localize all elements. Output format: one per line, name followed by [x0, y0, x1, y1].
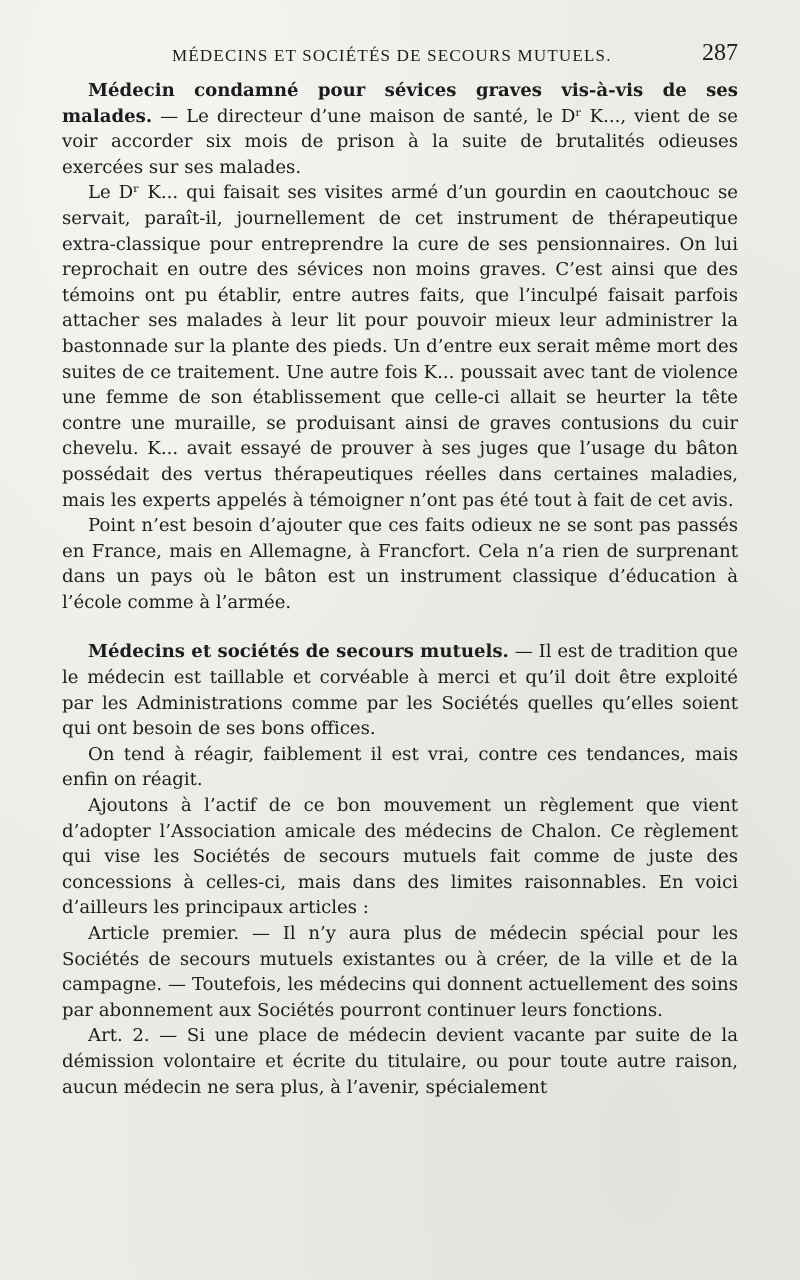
section-1-paragraph-1 [62, 78, 738, 180]
section-2-article-premier: Article premier. — Il n’y aura plus de médecin spécial pour les Sociétés de secours mutuels existantes ou à créer, de la ville et de la campagne. — Toutefois, les médecins qui donnent actuellement des soins par abonnement aux Sociétés pourront continuer leurs fonctions. [62, 923, 738, 1021]
section-2-paragraph-1 [62, 639, 738, 741]
running-head [62, 40, 738, 74]
section-2-paragraph-3: Ajoutons à l’actif de ce bon mouvement un règlement que vient d’adopter l’Association amicale des médecins de Chalon. Ce règlement qui vise les Sociétés de secours mutuels fait comme de juste des concessions à celles-ci, mais dans des limites raisonnables. En voici d’ailleurs les principaux articles : [62, 795, 738, 919]
section-1-lead-text: — Le directeur d’une maison de santé, le Dʳ K..., vient de se voir accorder six mois de prison à la suite de brutalités odieuses exercées sur ses malades. [62, 105, 738, 178]
section-2-heading: Médecins et sociétés de secours mutuels. [88, 641, 509, 663]
section-2-lead-text: — Il est de tradition que le médecin est taillable et corvéable à merci et qu’il doit être exploité par les Administrations comme par les Sociétés quelles qu’elles soient qui ont besoin de ses bons offices. [62, 641, 739, 740]
page-number: 287 [702, 40, 738, 66]
section-2-article-2: Art. 2. — Si une place de médecin devient vacante par suite de la démission volontaire et écrite du titulaire, ou pour toute autre raison, aucun médecin ne sera plus, à l’avenir, spécialement [62, 1025, 738, 1098]
section-1-paragraph-2: Le Dʳ K... qui faisait ses visites armé d’un gourdin en caoutchouc se servait, paraît-il, journellement de cet instrument de thérapeutique extra-classique pour entreprendre la cure de ses pensionnaires. On lui reprochait en outre des sévices non moins graves. C’est ainsi que des témoins ont pu établir, entre autres faits, que l’inculpé faisait parfois attacher ses malades à leur lit pour pouvoir mieux leur administrer la bastonnade sur la plante des pieds. Un d’entre eux serait même mort des suites de ce traitement. Une autre fois K... poussait avec tant de violence une femme de son établissement que celle-ci allait se heurter la tête contre une muraille, se produisant ainsi de graves contusions du cuir chevelu. K... avait essayé de prouver à ses juges que l’usage du bâton possédait des vertus thérapeutiques réelles dans certaines maladies, mais les experts appelés à témoigner n’ont pas été tout à fait de cet avis. [62, 182, 738, 511]
body-text [62, 78, 738, 1100]
running-title: MÉDECINS ET SOCIÉTÉS DE SECOURS MUTUELS. [172, 46, 612, 65]
section-2-paragraph-2: On tend à réagir, faiblement il est vrai, contre ces tendances, mais enfin on réagit. [62, 743, 738, 791]
section-1-paragraph-3: Point n’est besoin d’ajouter que ces faits odieux ne se sont pas passés en France, mais en Allemagne, à Francfort. Cela n’a rien de surprenant dans un pays où le bâton est un instrument classique d’éducation à l’école comme à l’armée. [62, 515, 738, 613]
section-1-heading: Médecin condamné pour sévices graves vis-à-vis de ses malades. [62, 80, 738, 127]
